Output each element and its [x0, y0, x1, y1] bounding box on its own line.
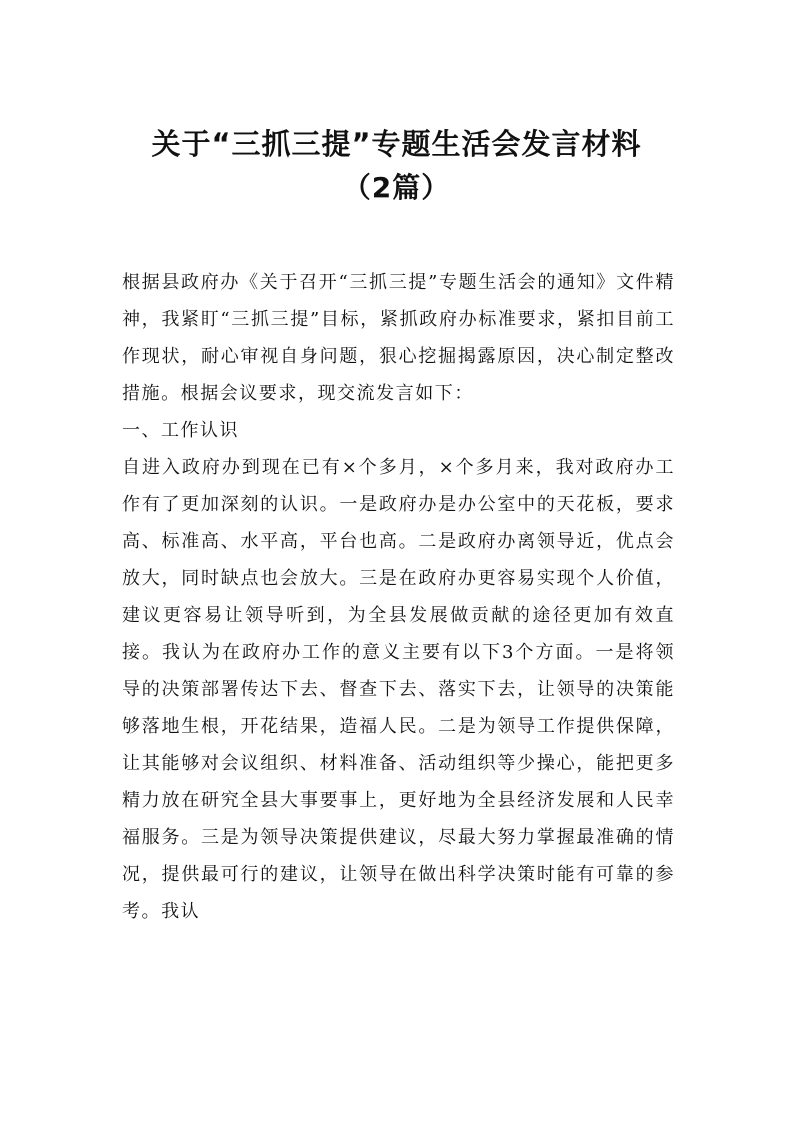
- document-subtitle: （2篇）: [342, 171, 451, 204]
- intro-paragraph: 根据县政府办《关于召开“三抓三提”专题生活会的通知》文件精神，我紧盯“三抓三提”目标，紧抓政府办标准要求，紧扣目前工作现状，耐心审视自身问题，狠心挖掘揭露原因，决心制定整改措施。根据会议要求，现交流发言如下：: [122, 272, 675, 404]
- document-title: 关于“三抓三提”专题生活会发言材料: [151, 127, 642, 161]
- document-body: [122, 264, 675, 930]
- section-heading: 一、工作认识: [122, 420, 239, 441]
- body-paragraph: 自进入政府办到现在已有×个多月，×个多月来，我对政府办工作有了更加深刻的认识。一是政府办是办公室中的天花板，要求高、标准高、水平高，平台也高。二是政府办离领导近，优点会放大，同时缺点也会放大。三是在政府办更容易实现个人价值，建议更容易让领导听到，为全县发展做贡献的途径更加有效直接。我认为在政府办工作的意义主要有以下3个方面。一是将领导的决策部署传达下去、督查下去、落实下去，让领导的决策能够落地生根，开花结果，造福人民。二是为领导工作提供保障，让其能够对会议组织、材料准备、活动组织等少操心，能把更多精力放在研究全县大事要事上，更好地为全县经济发展和人民幸福服务。三是为领导决策提供建议，尽最大努力掌握最准确的情况，提供最可行的建议，让领导在做出科学决策时能有可靠的参考。我认: [122, 457, 675, 922]
